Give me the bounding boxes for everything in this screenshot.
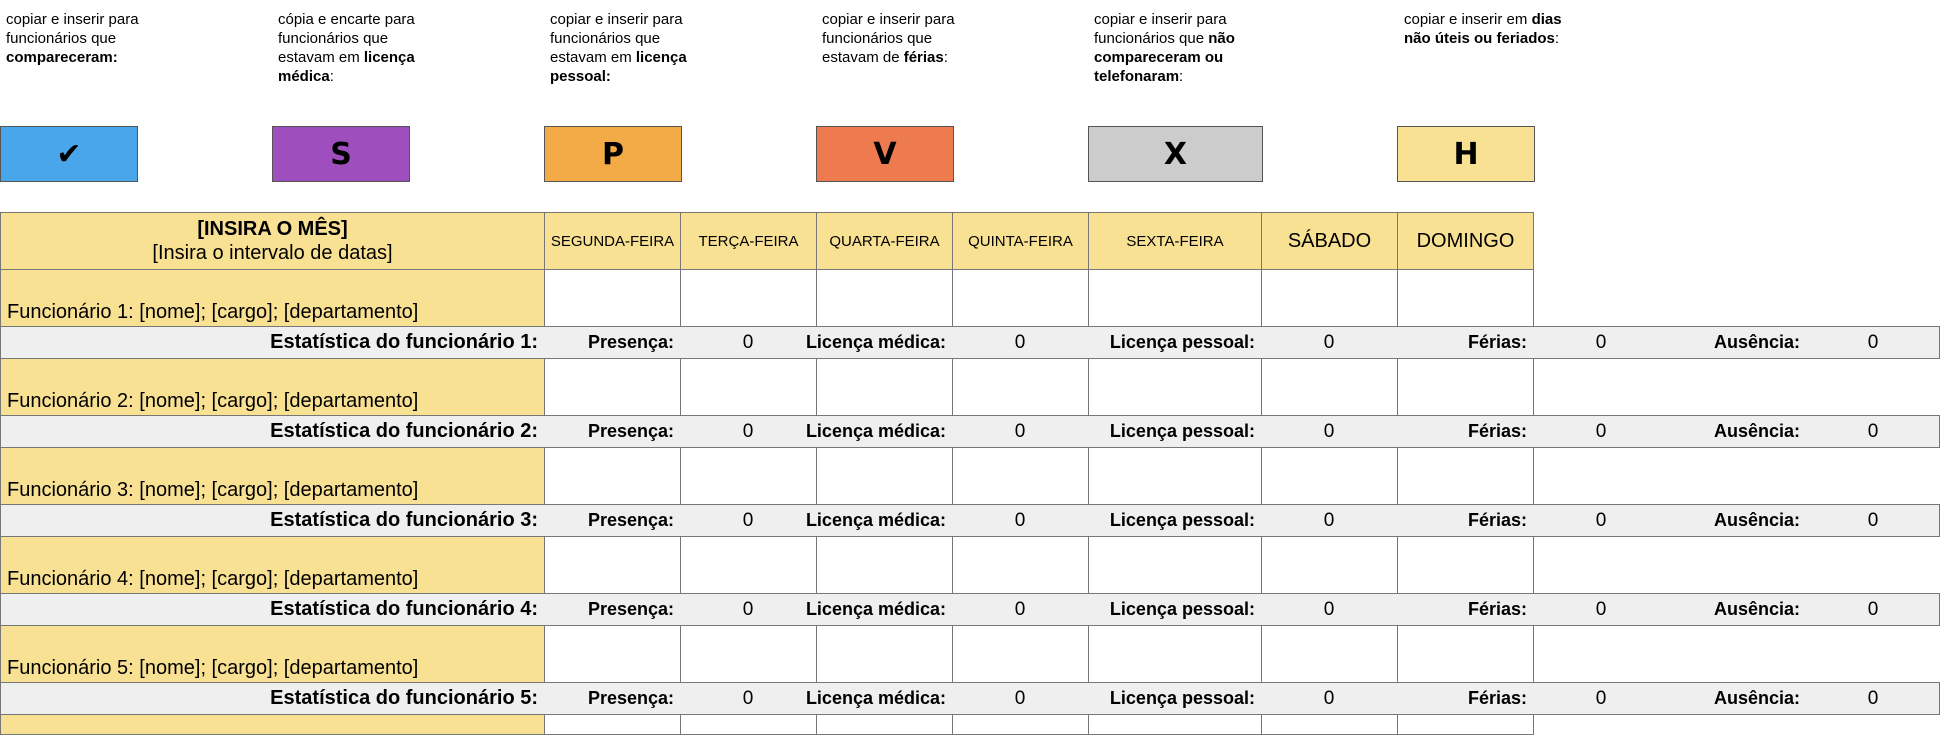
employee-stats-title: Estatística do funcionário 4: xyxy=(270,598,538,620)
attendance-day-cell[interactable] xyxy=(1261,358,1398,416)
attendance-day-cell[interactable] xyxy=(952,536,1089,594)
attendance-day-cell xyxy=(952,714,1089,735)
legend-instruction-bold: não compareceram ou telefonaram xyxy=(1094,30,1235,85)
stat-label-presence: Presença: xyxy=(587,332,674,352)
status-symbol-2[interactable]: S xyxy=(272,126,410,182)
day-header-5 xyxy=(1088,212,1262,270)
legend-instruction-line: para funcionários xyxy=(822,11,955,47)
stat-label-presence: Presença: xyxy=(587,599,674,619)
legend-instruction xyxy=(550,10,720,86)
attendance-day-cell[interactable] xyxy=(1088,269,1262,327)
legend-instruction xyxy=(1094,10,1264,86)
stat-value-absence: 0 xyxy=(1867,510,1879,531)
attendance-day-cell[interactable] xyxy=(544,536,681,594)
attendance-day-cell[interactable] xyxy=(816,625,953,683)
day-header-1 xyxy=(544,212,681,270)
attendance-day-cell[interactable] xyxy=(1088,625,1262,683)
stat-label-vacation: Férias: xyxy=(1467,421,1527,441)
legend-instruction-line: copiar e inserir xyxy=(1404,11,1503,28)
stat-value-presence: 0 xyxy=(742,510,754,531)
stat-label-personal: Licença pessoal: xyxy=(1109,688,1255,708)
legend-instruction-line: que estavam em xyxy=(278,30,389,66)
day-label: DOMINGO xyxy=(1416,229,1515,252)
attendance-day-cell[interactable] xyxy=(544,358,681,416)
stat-label-sick: Licença médica: xyxy=(805,599,946,619)
stat-value-vacation: 0 xyxy=(1595,421,1607,442)
legend-instruction-line: copiar e inserir xyxy=(822,11,921,28)
stat-value-absence: 0 xyxy=(1867,599,1879,620)
attendance-day-cell[interactable] xyxy=(816,269,953,327)
employee-name-cell xyxy=(0,714,545,735)
attendance-day-cell[interactable] xyxy=(544,625,681,683)
stat-value-presence: 0 xyxy=(742,332,754,353)
employee-name-cell xyxy=(0,447,545,505)
attendance-day-cell xyxy=(1088,714,1262,735)
stat-value-presence: 0 xyxy=(742,421,754,442)
legend-instruction-bold: compareceram: xyxy=(6,49,118,66)
status-symbol-4[interactable]: V xyxy=(816,126,954,182)
attendance-day-cell[interactable] xyxy=(680,536,817,594)
legend-instruction-line: cópia e encarte xyxy=(278,11,381,28)
stat-value-sick: 0 xyxy=(1014,510,1026,531)
stat-value-personal: 0 xyxy=(1323,688,1335,709)
attendance-day-cell[interactable] xyxy=(1261,536,1398,594)
stat-value-absence: 0 xyxy=(1867,688,1879,709)
attendance-day-cell[interactable] xyxy=(952,447,1089,505)
legend-instruction-tail: : xyxy=(1554,30,1560,47)
attendance-day-cell[interactable] xyxy=(544,447,681,505)
day-label: SEXTA-FEIRA xyxy=(1126,232,1224,250)
legend-instruction-line: que estavam em xyxy=(550,30,661,66)
legend-instruction-line: para funcionários xyxy=(6,11,139,47)
legend-instruction-line: que xyxy=(91,30,117,47)
attendance-day-cell xyxy=(680,714,817,735)
status-symbol-3[interactable]: P xyxy=(544,126,682,182)
employee-name-cell xyxy=(0,536,545,594)
employee-name: Funcionário 5: [nome]; [cargo]; [departamento] xyxy=(7,657,419,679)
attendance-day-cell[interactable] xyxy=(1397,536,1534,594)
employee-name-cell xyxy=(0,625,545,683)
legend-instruction xyxy=(822,10,992,67)
stat-label-vacation: Férias: xyxy=(1467,688,1527,708)
legend-instruction-bold: licença pessoal: xyxy=(550,49,687,85)
stat-value-presence: 0 xyxy=(742,599,754,620)
attendance-day-cell[interactable] xyxy=(816,536,953,594)
attendance-day-cell[interactable] xyxy=(1397,447,1534,505)
attendance-day-cell xyxy=(544,714,681,735)
month-header xyxy=(0,212,545,270)
date-range: [Insira o intervalo de datas] xyxy=(152,242,393,264)
legend-instruction-tail: : xyxy=(1179,68,1184,85)
legend-instruction-line: copiar e inserir xyxy=(6,11,105,28)
employee-name: Funcionário 2: [nome]; [cargo]; [departamento] xyxy=(7,390,419,412)
attendance-day-cell[interactable] xyxy=(680,358,817,416)
stat-label-sick: Licença médica: xyxy=(805,510,946,530)
legend-instruction-line: que estavam de xyxy=(822,30,933,66)
legend-instruction-line: para funcionários xyxy=(278,11,415,47)
stat-label-absence: Ausência: xyxy=(1713,599,1800,619)
legend-instruction xyxy=(6,10,176,67)
legend-instruction-line: funcionários que xyxy=(1094,30,1205,47)
stat-value-absence: 0 xyxy=(1867,332,1879,353)
attendance-day-cell[interactable] xyxy=(952,269,1089,327)
status-symbol-6[interactable]: H xyxy=(1397,126,1535,182)
status-symbol-5[interactable]: X xyxy=(1088,126,1263,182)
day-header-7 xyxy=(1397,212,1534,270)
attendance-day-cell[interactable] xyxy=(952,625,1089,683)
legend-instruction-tail: : xyxy=(329,68,334,85)
stat-value-sick: 0 xyxy=(1014,599,1026,620)
stat-label-sick: Licença médica: xyxy=(805,688,946,708)
employee-name: Funcionário 3: [nome]; [cargo]; [departamento] xyxy=(7,479,419,501)
employee-name-cell xyxy=(0,358,545,416)
attendance-day-cell[interactable] xyxy=(1397,358,1534,416)
day-header-3 xyxy=(816,212,953,270)
legend-instruction-bold: licença médica xyxy=(278,49,415,85)
stat-label-vacation: Férias: xyxy=(1467,510,1527,530)
attendance-day-cell[interactable] xyxy=(680,447,817,505)
employee-stats-title: Estatística do funcionário 3: xyxy=(270,509,538,531)
stat-value-vacation: 0 xyxy=(1595,332,1607,353)
attendance-day-cell xyxy=(1397,714,1534,735)
employee-stats-title: Estatística do funcionário 5: xyxy=(270,687,538,709)
attendance-day-cell[interactable] xyxy=(816,447,953,505)
stat-label-absence: Ausência: xyxy=(1713,421,1800,441)
stat-label-personal: Licença pessoal: xyxy=(1109,332,1255,352)
attendance-day-cell xyxy=(1261,714,1398,735)
legend-instruction xyxy=(278,10,448,86)
attendance-day-cell[interactable] xyxy=(1088,536,1262,594)
stat-label-sick: Licença médica: xyxy=(805,332,946,352)
legend-instruction-bold: férias xyxy=(903,49,944,66)
stat-value-personal: 0 xyxy=(1323,421,1335,442)
day-label: SEGUNDA-FEIRA xyxy=(550,232,675,250)
legend-instruction-line: para funcionários xyxy=(550,11,683,47)
month-title: [INSIRA O MÊS] xyxy=(197,218,348,240)
stat-value-sick: 0 xyxy=(1014,688,1026,709)
attendance-day-cell[interactable] xyxy=(680,625,817,683)
attendance-day-cell[interactable] xyxy=(1397,269,1534,327)
attendance-day-cell[interactable] xyxy=(1088,447,1262,505)
stat-value-presence: 0 xyxy=(742,688,754,709)
employee-name: Funcionário 4: [nome]; [cargo]; [departamento] xyxy=(7,568,419,590)
stat-label-vacation: Férias: xyxy=(1467,599,1527,619)
day-header-6 xyxy=(1261,212,1398,270)
stat-label-absence: Ausência: xyxy=(1713,688,1800,708)
employee-name-cell xyxy=(0,269,545,327)
attendance-day-cell xyxy=(816,714,953,735)
attendance-day-cell[interactable] xyxy=(816,358,953,416)
status-symbol-1[interactable]: ✔ xyxy=(0,126,138,182)
stat-label-sick: Licença médica: xyxy=(805,421,946,441)
day-label: SÁBADO xyxy=(1287,229,1372,252)
stat-label-absence: Ausência: xyxy=(1713,332,1800,352)
attendance-day-cell[interactable] xyxy=(680,269,817,327)
stat-label-personal: Licença pessoal: xyxy=(1109,421,1255,441)
attendance-day-cell[interactable] xyxy=(1261,447,1398,505)
stat-label-personal: Licença pessoal: xyxy=(1109,510,1255,530)
attendance-day-cell[interactable] xyxy=(952,358,1089,416)
legend-instruction-tail: : xyxy=(943,49,948,66)
stat-label-presence: Presença: xyxy=(587,688,674,708)
stat-value-vacation: 0 xyxy=(1595,510,1607,531)
legend-instruction-bold: dias não úteis ou feriados xyxy=(1404,11,1562,47)
day-header-4 xyxy=(952,212,1089,270)
attendance-day-cell[interactable] xyxy=(1261,269,1398,327)
legend-instruction xyxy=(1404,10,1574,48)
stat-value-sick: 0 xyxy=(1014,332,1026,353)
stat-value-absence: 0 xyxy=(1867,421,1879,442)
stat-label-absence: Ausência: xyxy=(1713,510,1800,530)
legend-instruction-line: copiar e inserir xyxy=(550,11,649,28)
employee-name: Funcionário 1: [nome]; [cargo]; [departamento] xyxy=(7,301,419,323)
stat-value-personal: 0 xyxy=(1323,332,1335,353)
day-label: QUARTA-FEIRA xyxy=(829,232,940,250)
stat-value-vacation: 0 xyxy=(1595,688,1607,709)
attendance-day-cell[interactable] xyxy=(544,269,681,327)
day-label: TERÇA-FEIRA xyxy=(698,232,799,250)
stat-label-personal: Licença pessoal: xyxy=(1109,599,1255,619)
day-header-2 xyxy=(680,212,817,270)
stat-value-personal: 0 xyxy=(1323,510,1335,531)
stat-label-presence: Presença: xyxy=(587,510,674,530)
stat-value-sick: 0 xyxy=(1014,421,1026,442)
legend-instruction-line: copiar e inserir para xyxy=(1094,11,1227,28)
stat-label-vacation: Férias: xyxy=(1467,332,1527,352)
attendance-day-cell[interactable] xyxy=(1261,625,1398,683)
stat-label-presence: Presença: xyxy=(587,421,674,441)
stat-value-vacation: 0 xyxy=(1595,599,1607,620)
legend-instruction-line: em xyxy=(1506,11,1528,28)
day-label: QUINTA-FEIRA xyxy=(968,232,1073,250)
employee-stats-title: Estatística do funcionário 2: xyxy=(270,420,538,442)
attendance-day-cell[interactable] xyxy=(1397,625,1534,683)
stat-value-personal: 0 xyxy=(1323,599,1335,620)
employee-stats-title: Estatística do funcionário 1: xyxy=(270,331,538,353)
attendance-day-cell[interactable] xyxy=(1088,358,1262,416)
